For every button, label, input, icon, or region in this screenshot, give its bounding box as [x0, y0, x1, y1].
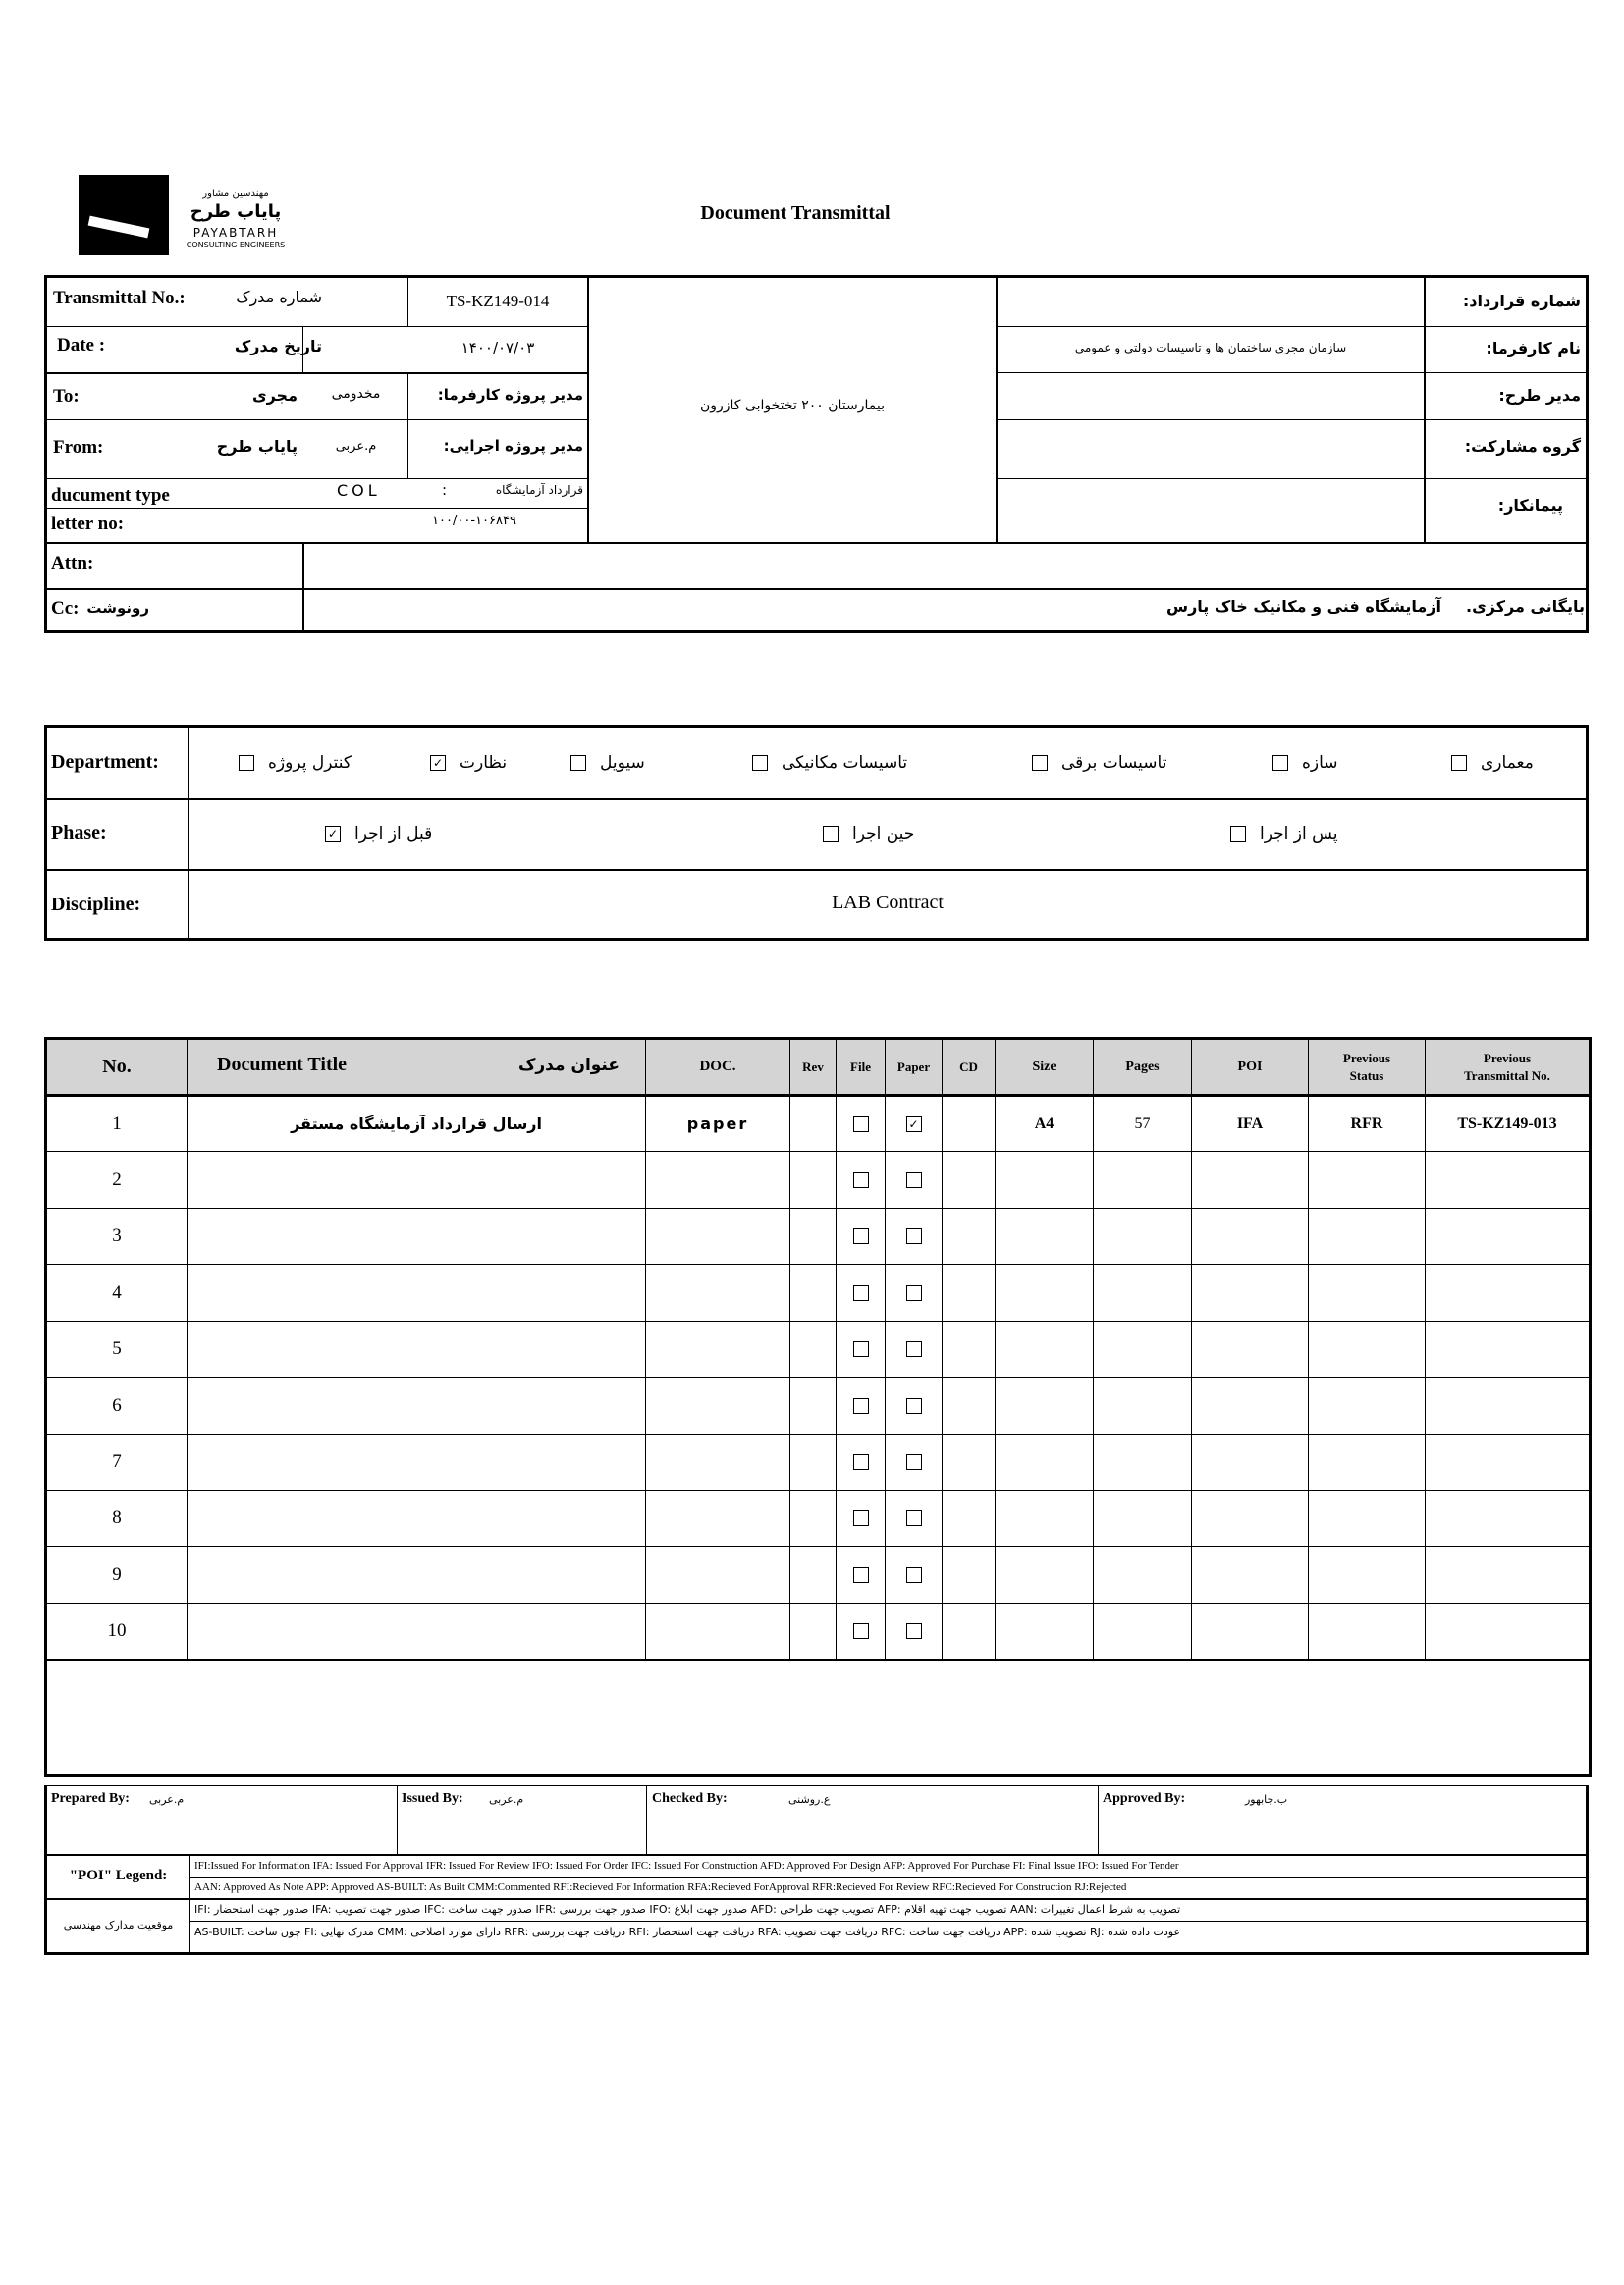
row-number: 5 — [46, 1322, 188, 1378]
phase-option-during[interactable] — [823, 798, 914, 869]
department-option-project-control[interactable] — [239, 728, 352, 798]
document-rev — [790, 1547, 837, 1604]
cc-label: Cc: — [51, 598, 80, 619]
column-header-title — [188, 1039, 646, 1096]
document-pages — [1094, 1604, 1192, 1660]
document-poi — [1192, 1209, 1309, 1265]
discipline-value: LAB Contract — [832, 892, 944, 913]
table-row — [46, 1547, 1591, 1604]
row-number: 6 — [46, 1378, 188, 1435]
issued-by-label: Issued By: — [402, 1791, 463, 1806]
poi-legend-line1: IFI:Issued For Information IFA: Issued For Approval IFR: Issued For Review IFO: Issued For Order IFC: Issued For Construction AFD: Approved For Design AFP: Approved For Purchase FI: Final Issue IFO: Issued For Tender — [194, 1860, 1179, 1872]
column-header-previous-status-line1: Previous — [1342, 1050, 1391, 1065]
file-checkbox[interactable] — [853, 1567, 869, 1583]
document-doc — [646, 1378, 790, 1435]
column-header-doc: DOC. — [646, 1039, 790, 1096]
paper-cell — [886, 1547, 943, 1604]
paper-checkbox[interactable] — [906, 1454, 922, 1470]
paper-cell — [886, 1322, 943, 1378]
transmittal-label-fa: شماره مدرک — [236, 288, 322, 306]
previous-transmittal-no — [1426, 1209, 1591, 1265]
transmittal-label-en: Transmittal No.: — [53, 288, 186, 308]
department-checkbox-civil[interactable] — [570, 755, 586, 771]
department-checkbox-project-control[interactable] — [239, 755, 254, 771]
approved-by-label: Approved By: — [1103, 1791, 1186, 1806]
document-cd — [943, 1322, 996, 1378]
table-row — [46, 1209, 1591, 1265]
cc-label-fa: رونوشت — [86, 599, 149, 617]
table-row — [46, 1378, 1591, 1435]
paper-checkbox[interactable] — [906, 1341, 922, 1357]
project-name: بیمارستان ۲۰۰ تختخوابی کازرون — [699, 398, 886, 413]
phase-options — [47, 798, 1586, 869]
page-title: Document Transmittal — [700, 202, 891, 224]
department-option-civil[interactable] — [570, 728, 645, 798]
file-checkbox[interactable] — [853, 1398, 869, 1414]
previous-status — [1309, 1209, 1426, 1265]
previous-status — [1309, 1547, 1426, 1604]
previous-status — [1309, 1152, 1426, 1209]
document-size — [996, 1435, 1094, 1491]
column-header-paper: Paper — [886, 1039, 943, 1096]
document-cd — [943, 1435, 996, 1491]
employer-value: سازمان مجری ساختمان ها و تاسیسات دولتی و عمومی — [1074, 341, 1347, 354]
approved-by-value: ب.جابهور — [1245, 1793, 1288, 1806]
previous-status — [1309, 1604, 1426, 1660]
paper-checkbox[interactable] — [906, 1623, 922, 1639]
document-rev — [790, 1378, 837, 1435]
document-title: ارسال قرارداد آزمایشگاه مستقر — [188, 1096, 646, 1152]
department-checkbox-architecture[interactable] — [1451, 755, 1467, 771]
column-header-pages: Pages — [1094, 1039, 1192, 1096]
previous-status: RFR — [1309, 1096, 1426, 1152]
column-header-cd: CD — [943, 1039, 996, 1096]
previous-transmittal-no — [1426, 1435, 1591, 1491]
document-title — [188, 1491, 646, 1547]
column-header-previous-transmittal-line1: Previous — [1483, 1050, 1532, 1065]
file-cell — [837, 1378, 886, 1435]
engineering-status-line2: AS-BUILT: چون ساخت FI: مدرک نهایی CMM: دارای موارد اصلاحی RFR: دریافت جهت بررسی RFI: دریافت جهت استحضار RFA: دریافت جهت تصویب RFC: دریافت جهت ساخت APP: تصویب شده RJ: عودت داده شده — [194, 1926, 1181, 1938]
table-row — [46, 1322, 1591, 1378]
department-checkbox-supervision[interactable]: ✓ — [430, 755, 446, 771]
logo-mark — [79, 175, 169, 255]
document-table — [44, 1037, 1592, 1777]
document-title — [188, 1322, 646, 1378]
row-number: 3 — [46, 1209, 188, 1265]
document-poi: IFA — [1192, 1096, 1309, 1152]
issued-by-value: م.عربی — [489, 1793, 524, 1806]
cc-recipient: آزمایشگاه فنی و مکانیک خاک پارس — [1165, 597, 1441, 616]
prepared-by-label: Prepared By: — [51, 1791, 130, 1806]
document-title — [188, 1547, 646, 1604]
column-header-previous-transmittal — [1426, 1039, 1591, 1096]
document-cd — [943, 1096, 996, 1152]
employer-pm-label: مدیر پروژه کارفرما: — [437, 386, 583, 404]
design-manager-label: مدیر طرح: — [1498, 386, 1581, 405]
department-option-label: نظارت — [460, 753, 508, 773]
paper-cell — [886, 1604, 943, 1660]
classification-box — [44, 725, 1589, 941]
letter-no-label: letter no: — [51, 514, 125, 534]
column-header-file: File — [837, 1039, 886, 1096]
remarks-area — [46, 1660, 1591, 1776]
row-number: 1 — [46, 1096, 188, 1152]
document-doc — [646, 1604, 790, 1660]
document-type-value: قرارداد آزمایشگاه — [495, 483, 583, 497]
paper-cell — [886, 1491, 943, 1547]
document-cd — [943, 1265, 996, 1322]
document-poi — [1192, 1604, 1309, 1660]
engineering-status-label: موقعیت مدارک مهندسی — [63, 1919, 174, 1931]
phase-option-after[interactable] — [1230, 798, 1337, 869]
logo-firm-subtitle: CONSULTING ENGINEERS — [186, 241, 286, 249]
contractor-label: پیمانکار: — [1497, 496, 1563, 515]
document-title — [188, 1209, 646, 1265]
document-size — [996, 1152, 1094, 1209]
document-size — [996, 1604, 1094, 1660]
previous-transmittal-no — [1426, 1322, 1591, 1378]
document-pages — [1094, 1209, 1192, 1265]
document-cd — [943, 1378, 996, 1435]
transmittal-number: TS-KZ149-014 — [446, 292, 550, 310]
document-pages — [1094, 1322, 1192, 1378]
document-poi — [1192, 1491, 1309, 1547]
previous-status — [1309, 1435, 1426, 1491]
document-cd — [943, 1152, 996, 1209]
document-doc — [646, 1322, 790, 1378]
previous-transmittal-no — [1426, 1152, 1591, 1209]
document-doc — [646, 1547, 790, 1604]
document-pages: 57 — [1094, 1096, 1192, 1152]
row-number: 4 — [46, 1265, 188, 1322]
previous-transmittal-no: TS-KZ149-013 — [1426, 1096, 1591, 1152]
phase-option-label: حین اجرا — [852, 824, 915, 843]
document-rev — [790, 1209, 837, 1265]
document-doc — [646, 1435, 790, 1491]
table-header-row — [46, 1039, 1591, 1096]
to-person: مخدومی — [331, 386, 381, 402]
document-cd — [943, 1209, 996, 1265]
document-size — [996, 1378, 1094, 1435]
file-cell — [837, 1547, 886, 1604]
footer-box — [44, 1785, 1589, 1955]
document-rev — [790, 1096, 837, 1152]
central-archive-label: بایگانی مرکزی. — [1466, 597, 1585, 616]
table-row — [46, 1435, 1591, 1491]
checked-by-label: Checked By: — [652, 1791, 728, 1806]
column-header-size: Size — [996, 1039, 1094, 1096]
document-type-code: COL — [337, 481, 381, 500]
table-row — [46, 1265, 1591, 1322]
previous-status — [1309, 1491, 1426, 1547]
document-size — [996, 1265, 1094, 1322]
document-date: ۱۴۰۰/۰۷/۰۳ — [460, 339, 535, 356]
document-pages — [1094, 1491, 1192, 1547]
employer-label: نام کارفرما: — [1486, 339, 1581, 357]
paper-checkbox[interactable]: ✓ — [906, 1116, 922, 1132]
column-header-previous-status — [1309, 1039, 1426, 1096]
row-number: 2 — [46, 1152, 188, 1209]
file-cell — [837, 1209, 886, 1265]
previous-status — [1309, 1265, 1426, 1322]
previous-transmittal-no — [1426, 1491, 1591, 1547]
from-value: پایاب طرح — [216, 437, 298, 456]
row-number: 8 — [46, 1491, 188, 1547]
info-box — [44, 275, 1589, 633]
row-number: 10 — [46, 1604, 188, 1660]
phase-option-label: پس از اجرا — [1260, 824, 1338, 843]
document-size — [996, 1491, 1094, 1547]
document-rev — [790, 1265, 837, 1322]
department-option-architecture[interactable] — [1451, 728, 1534, 798]
previous-transmittal-no — [1426, 1604, 1591, 1660]
department-option-label: تاسیسات برقی — [1061, 753, 1167, 773]
document-rev — [790, 1435, 837, 1491]
department-option-label: سیویل — [600, 753, 645, 773]
to-value: مجری — [251, 386, 298, 405]
department-label: Department: — [51, 751, 159, 773]
file-checkbox[interactable] — [853, 1623, 869, 1639]
letter-no-value: ۱۰۰/۰۰-۱۰۶۸۴۹ — [432, 514, 516, 528]
department-option-label: معماری — [1481, 753, 1534, 773]
document-cd — [943, 1547, 996, 1604]
document-title — [188, 1152, 646, 1209]
paper-checkbox[interactable] — [906, 1398, 922, 1414]
document-doc — [646, 1265, 790, 1322]
department-options — [47, 728, 1586, 798]
remarks-row — [46, 1660, 1591, 1776]
document-pages — [1094, 1378, 1192, 1435]
document-doc — [646, 1209, 790, 1265]
partnership-group-label: گروه مشارکت: — [1464, 437, 1581, 456]
document-cd — [943, 1604, 996, 1660]
department-option-electrical[interactable] — [1032, 728, 1166, 798]
logo — [79, 175, 304, 253]
paper-checkbox[interactable] — [906, 1172, 922, 1188]
from-label: From: — [53, 437, 104, 458]
checked-by-value: ع.روشنی — [788, 1793, 831, 1806]
document-pages — [1094, 1547, 1192, 1604]
phase-checkbox-before[interactable]: ✓ — [325, 826, 341, 842]
document-pages — [1094, 1435, 1192, 1491]
file-cell — [837, 1322, 886, 1378]
column-header-previous-transmittal-line2: Transmittal No. — [1464, 1067, 1550, 1083]
attn-label: Attn: — [51, 553, 94, 573]
document-size — [996, 1209, 1094, 1265]
previous-transmittal-no — [1426, 1547, 1591, 1604]
file-checkbox[interactable] — [853, 1454, 869, 1470]
document-pages — [1094, 1152, 1192, 1209]
paper-cell — [886, 1096, 943, 1152]
column-header-rev: Rev — [790, 1039, 837, 1096]
phase-checkbox-during[interactable] — [823, 826, 839, 842]
file-checkbox[interactable] — [853, 1285, 869, 1301]
from-person: م.عربی — [335, 439, 377, 454]
department-checkbox-mechanical[interactable] — [752, 755, 768, 771]
document-poi — [1192, 1152, 1309, 1209]
document-type-label: ducument type — [51, 485, 170, 506]
to-label: To: — [53, 386, 80, 407]
document-title — [188, 1604, 646, 1660]
column-header-no: No. — [46, 1039, 188, 1096]
paper-cell — [886, 1378, 943, 1435]
previous-transmittal-no — [1426, 1265, 1591, 1322]
paper-cell — [886, 1152, 943, 1209]
discipline-label: Discipline: — [51, 894, 141, 915]
file-cell — [837, 1491, 886, 1547]
file-cell — [837, 1152, 886, 1209]
poi-legend-label: "POI" Legend: — [69, 1868, 168, 1883]
prepared-by-value: م.عربی — [149, 1793, 185, 1806]
phase-checkbox-after[interactable] — [1230, 826, 1246, 842]
executive-pm-label: مدیر پروژه اجرایی: — [443, 437, 583, 455]
date-label-fa: تاریخ مدرک — [234, 337, 322, 355]
phase-option-before[interactable] — [325, 798, 432, 869]
document-rev — [790, 1322, 837, 1378]
row-number: 9 — [46, 1547, 188, 1604]
document-poi — [1192, 1265, 1309, 1322]
engineering-status-line1: IFI: صدور جهت استحضار IFA: صدور جهت تصویب IFC: صدور جهت ساخت IFR: صدور جهت بررسی IFO: صدور جهت ابلاغ AFD: تصویب جهت طراحی AFP: تصویب جهت تهیه اقلام AAN: تصویب به شرط اعمال تغییرات — [194, 1903, 1181, 1916]
document-size: A4 — [996, 1096, 1094, 1152]
document-cd — [943, 1491, 996, 1547]
paper-cell — [886, 1435, 943, 1491]
department-option-label: کنترل پروژه — [268, 753, 352, 773]
department-option-label: سازه — [1302, 753, 1338, 773]
file-checkbox[interactable] — [853, 1116, 869, 1132]
document-rev — [790, 1604, 837, 1660]
document-title — [188, 1435, 646, 1491]
paper-checkbox[interactable] — [906, 1285, 922, 1301]
file-cell — [837, 1435, 886, 1491]
poi-legend-line2: AAN: Approved As Note APP: Approved AS-BUILT: As Built CMM:Commented RFI:Recieved For Information RFA:Recieved ForApproval RFR:Recieved For Review RFC:Recieved For Construction RJ:Rejected — [194, 1881, 1127, 1893]
logo-firm-line1: مهندسین مشاور — [202, 189, 269, 199]
department-option-structure[interactable] — [1272, 728, 1338, 798]
table-row — [46, 1604, 1591, 1660]
logo-firm-name-en: PAYABTARH — [192, 226, 279, 240]
table-row — [46, 1491, 1591, 1547]
date-label-en: Date : — [57, 335, 106, 355]
file-cell — [837, 1604, 886, 1660]
file-checkbox[interactable] — [853, 1510, 869, 1526]
table-row — [46, 1152, 1591, 1209]
paper-checkbox[interactable] — [906, 1510, 922, 1526]
column-header-title-en: Document Title — [217, 1054, 348, 1075]
table-row — [46, 1096, 1591, 1152]
document-size — [996, 1322, 1094, 1378]
document-rev — [790, 1491, 837, 1547]
file-cell — [837, 1096, 886, 1152]
paper-checkbox[interactable] — [906, 1228, 922, 1244]
document-poi — [1192, 1378, 1309, 1435]
file-checkbox[interactable] — [853, 1172, 869, 1188]
column-header-poi: POI — [1192, 1039, 1309, 1096]
department-option-supervision[interactable] — [430, 728, 507, 798]
department-option-mechanical[interactable] — [752, 728, 907, 798]
document-size — [996, 1547, 1094, 1604]
document-poi — [1192, 1435, 1309, 1491]
department-option-label: تاسیسات مکانیکی — [782, 753, 908, 773]
logo-firm-name-fa: پایاب طرح — [189, 201, 282, 222]
document-doc — [646, 1152, 790, 1209]
document-title — [188, 1378, 646, 1435]
department-checkbox-electrical[interactable] — [1032, 755, 1048, 771]
paper-cell — [886, 1265, 943, 1322]
paper-cell — [886, 1209, 943, 1265]
document-title — [188, 1265, 646, 1322]
file-checkbox[interactable] — [853, 1341, 869, 1357]
contract-no-label: شماره قرارداد: — [1462, 292, 1581, 310]
document-poi — [1192, 1322, 1309, 1378]
document-doc: paper — [646, 1096, 790, 1152]
file-checkbox[interactable] — [853, 1228, 869, 1244]
previous-status — [1309, 1322, 1426, 1378]
column-header-title-fa: عنوان مدرک — [517, 1056, 620, 1075]
phase-option-label: قبل از اجرا — [354, 824, 433, 843]
paper-checkbox[interactable] — [906, 1567, 922, 1583]
previous-status — [1309, 1378, 1426, 1435]
document-rev — [790, 1152, 837, 1209]
document-type-colon: : — [442, 481, 448, 499]
department-checkbox-structure[interactable] — [1272, 755, 1288, 771]
row-number: 7 — [46, 1435, 188, 1491]
file-cell — [837, 1265, 886, 1322]
phase-label: Phase: — [51, 822, 107, 843]
document-pages — [1094, 1265, 1192, 1322]
document-doc — [646, 1491, 790, 1547]
previous-transmittal-no — [1426, 1378, 1591, 1435]
column-header-previous-status-line2: Status — [1349, 1067, 1384, 1083]
document-poi — [1192, 1547, 1309, 1604]
